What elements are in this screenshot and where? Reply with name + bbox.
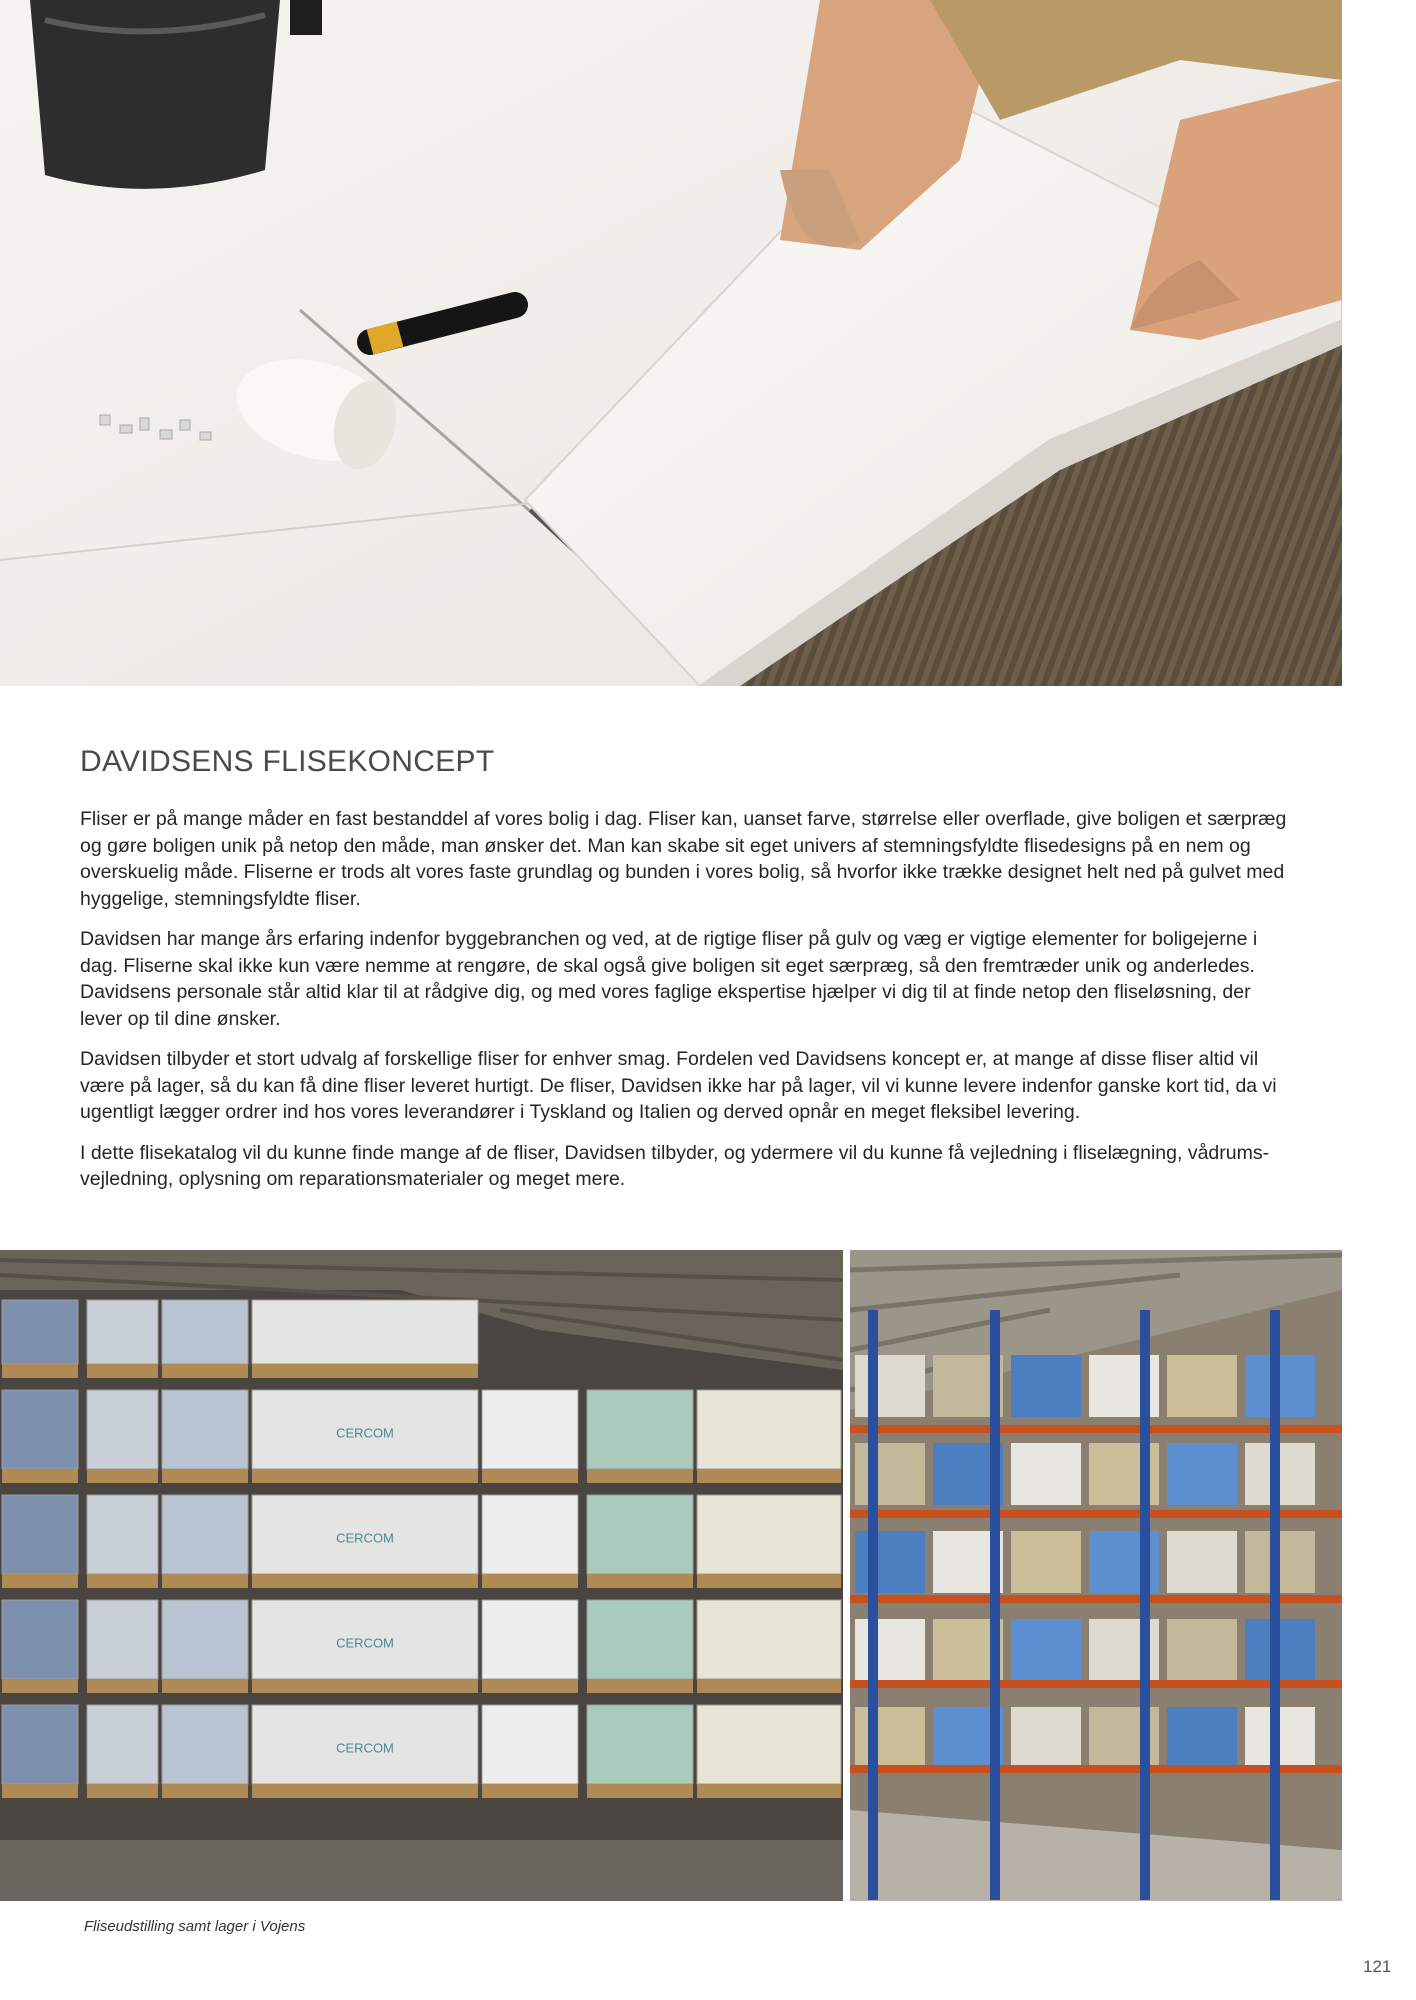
wooden-pallet [87,1364,158,1378]
warehouse-photo-left [0,1250,843,1901]
rack-beam [850,1680,1342,1688]
racked-pallet-goods [1167,1355,1237,1417]
page-number: 121 [1363,1957,1392,1976]
wooden-pallet [2,1469,78,1483]
paragraph-1: Fliser er på mange måder en fast bestanddel af vores bolig i dag. Fliser kan, uanset farve, størrelse eller overflade, give boligen et særpræg og gøre boligen unik på netop den måde, man ønsker det. Man kan skabe sit eget univers af stemningsfyldte flisedesigns på en nem og overskuelig måde. Fliserne er trods alt vores faste grundlag og bunden i vores bolig, så hvorfor ikke trække designet helt ned på gulvet med hyggelige, stemningsfyldte fliser. [80,808,1287,910]
racked-pallet-goods [1167,1619,1237,1681]
tile-box-stack [2,1390,78,1469]
tile-box-stack [87,1495,158,1574]
tile-box-stack [162,1300,248,1364]
tile-box-stack [587,1705,693,1784]
box-brand-label: CERCOM [336,1530,394,1546]
racked-pallet-goods [855,1531,925,1593]
wooden-pallet [87,1784,158,1798]
tile-box-stack [2,1495,78,1574]
racked-pallet-goods [1011,1355,1081,1417]
stacked-pallets-image [0,1250,843,1901]
tile-laying-image [0,0,1342,686]
wooden-pallet [587,1469,693,1483]
rack-upright [990,1310,1000,1900]
wooden-pallet [2,1679,78,1693]
wooden-pallet [2,1574,78,1588]
racked-pallet-goods [1167,1707,1237,1769]
wooden-pallet [482,1469,578,1483]
wooden-pallet [162,1784,248,1798]
wooden-pallet [482,1784,578,1798]
box-brand-label: CERCOM [336,1635,394,1651]
wooden-pallet [2,1364,78,1378]
tile-box-stack [587,1495,693,1574]
racked-pallet-goods [855,1443,925,1505]
article-body [80,806,1290,1207]
rack-upright [868,1310,878,1900]
article-heading: DAVIDSENS FLISEKONCEPT [80,745,495,778]
tile-box-stack [162,1495,248,1574]
rack-beam [850,1425,1342,1433]
rack-beam [850,1510,1342,1518]
wooden-pallet [482,1679,578,1693]
tile-box-stack [2,1705,78,1784]
wooden-pallet [697,1574,841,1588]
racked-pallet-goods [1011,1443,1081,1505]
tile-box-stack [162,1705,248,1784]
wooden-pallet [252,1784,478,1798]
wooden-pallet [697,1784,841,1798]
rack-upright [1140,1310,1150,1900]
racked-pallet-goods [1011,1531,1081,1593]
tile-box-stack [587,1390,693,1469]
wooden-pallet [482,1574,578,1588]
wooden-pallet [587,1784,693,1798]
wooden-pallet [87,1469,158,1483]
tile-box-stack [482,1390,578,1469]
wooden-pallet [697,1679,841,1693]
wooden-pallet [87,1574,158,1588]
wooden-pallet [2,1784,78,1798]
wooden-pallet [587,1679,693,1693]
racked-pallet-goods [855,1619,925,1681]
wooden-pallet [87,1679,158,1693]
wooden-pallet [252,1679,478,1693]
tile-box-stack [2,1300,78,1364]
wooden-pallet [252,1574,478,1588]
tile-box-stack [697,1600,841,1679]
rack-beam [850,1595,1342,1603]
racked-pallet-goods [1011,1619,1081,1681]
wooden-pallet [162,1469,248,1483]
wooden-pallet [252,1469,478,1483]
racked-pallet-goods [855,1707,925,1769]
tile-box-stack [697,1495,841,1574]
box-brand-label: CERCOM [336,1740,394,1756]
tile-box-stack [162,1390,248,1469]
tile-box-stack [482,1600,578,1679]
rack-beam [850,1765,1342,1773]
tile-box-stack [697,1705,841,1784]
tile-box-stack [587,1600,693,1679]
tile-box-stack [697,1390,841,1469]
tile-box-stack [2,1600,78,1679]
tile-box-stack [87,1705,158,1784]
tile-box-stack [87,1300,158,1364]
racked-pallet-goods [1167,1531,1237,1593]
tile-box-stack [87,1600,158,1679]
wooden-pallet [162,1574,248,1588]
tile-box-stack [162,1600,248,1679]
racked-pallet-goods [855,1355,925,1417]
warehouse-photo-right [850,1250,1342,1901]
tile-box-stack [482,1495,578,1574]
wooden-pallet [252,1364,478,1378]
pallet-racking-image [850,1250,1342,1901]
wooden-pallet [162,1364,248,1378]
tile-box-stack [482,1705,578,1784]
paragraph-2: Davidsen har mange års erfaring indenfor byggebranchen og ved, at de rigtige fliser på gulv og væg er vigtige elementer for boligejerne i dag. Fliserne skal ikke kun være nemme at rengøre, de skal også give boligen sit eget særpræg, så den fremtræder unik og anderledes. Davidsens personale står altid klar til at rådgive dig, og med vores faglige ekspertise hjælper vi dig til at finde netop den fliseløsning, der lever op til dine ønsker. [80,928,1258,1030]
box-brand-label: CERCOM [336,1425,394,1441]
rack-upright [1270,1310,1280,1900]
racked-pallet-goods [1011,1707,1081,1769]
paragraph-4: I dette flisekatalog vil du kunne finde mange af de fliser, Davidsen tilbyder, og ydermere vil du kunne få vejledning i fliselægning, vådrums-vejledning, oplysning om reparationsmaterialer og meget mere. [80,1141,1270,1190]
hero-photo [0,0,1342,686]
wooden-pallet [587,1574,693,1588]
wooden-pallet [162,1679,248,1693]
wooden-pallet [697,1469,841,1483]
racked-pallet-goods [1167,1443,1237,1505]
tile-box-stack [87,1390,158,1469]
paragraph-3: Davidsen tilbyder et stort udvalg af forskellige fliser for enhver smag. Fordelen ved Davidsens koncept er, at mange af disse fliser altid vil være på lager, så du kan få dine fliser leveret hurtigt. De fliser, Davidsen ikke har på lager, vil vi kunne levere indenfor ganske kort tid, da vi ugentligt lægger ordrer ind hos vores leverandører i Tyskland og Italien og derved opnår en meget fleksibel levering. [80,1048,1277,1123]
photo-caption: Fliseudstilling samt lager i Vojens [84,1918,306,1935]
tile-box-stack [252,1300,478,1364]
